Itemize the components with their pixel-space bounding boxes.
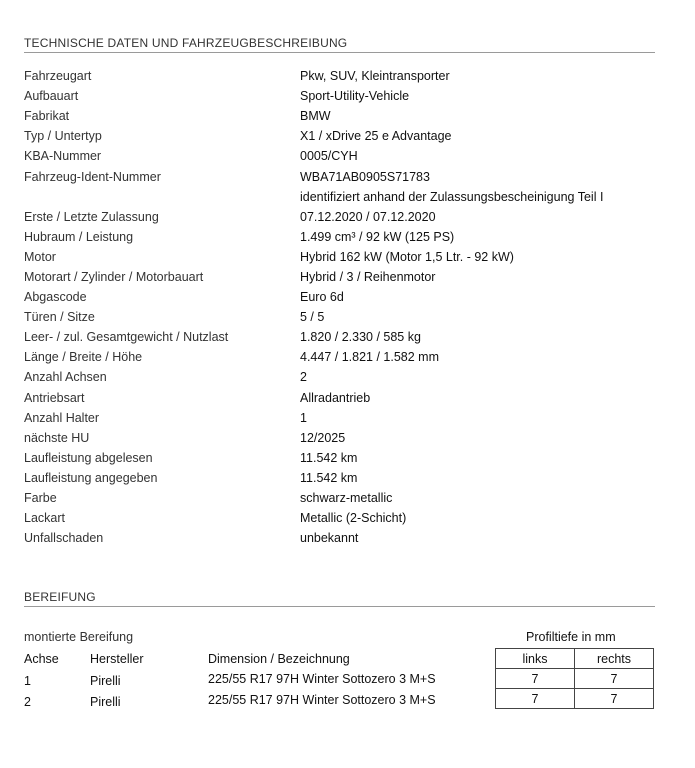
spec-value: Hybrid / 3 / Reihenmotor [300,269,436,284]
spec-value: 0005/CYH [300,149,358,164]
dimension-column-header: Dimension / Bezeichnung [208,652,350,666]
spec-value: schwarz-metallic [300,491,393,506]
spec-row [24,227,664,247]
spec-label: Anzahl Achsen [24,370,107,385]
spec-row [24,488,664,508]
spec-label: Türen / Sitze [24,310,95,325]
spec-row [24,126,664,146]
spec-row [24,408,664,428]
spec-label: Erste / Letzte Zulassung [24,209,159,224]
profile-row-1-left: 7 [496,669,575,689]
profile-left-header: links [496,649,575,669]
spec-label: Abgascode [24,290,87,305]
spec-value: 2 [300,370,307,385]
tire-row-2-maker: Pirelli [90,695,121,709]
spec-label: Leer- / zul. Gesamtgewicht / Nutzlast [24,330,229,345]
technical-section-divider [24,52,655,53]
spec-row [24,528,664,548]
profile-depth-table [495,648,654,709]
spec-label: Länge / Breite / Höhe [24,350,143,365]
spec-value: BMW [300,109,331,124]
spec-value: 11.542 km [300,470,358,485]
spec-row [24,106,664,126]
profile-row-1-right: 7 [575,669,654,689]
tire-row-2-dimension: 225/55 R17 97H Winter Sottozero 3 M+S [208,693,436,707]
spec-label: Motor [24,249,56,264]
spec-row [24,388,664,408]
spec-label: Farbe [24,491,57,506]
profile-right-header: rechts [575,649,654,669]
profile-depth-title: Profiltiefe in mm [526,630,616,644]
spec-row [24,166,664,186]
profile-row-2-left: 7 [496,689,575,709]
spec-row [24,66,664,86]
spec-value: WBA71AB0905S71783 [300,169,430,184]
profile-header-row [496,649,654,669]
spec-label: Fahrzeug-Ident-Nummer [24,169,161,184]
spec-value: unbekannt [300,531,359,546]
spec-label: Typ / Untertyp [24,129,102,144]
spec-value: 12/2025 [300,430,346,445]
spec-value: 1.820 / 2.330 / 585 kg [300,330,421,345]
spec-value: Allradantrieb [300,390,371,405]
spec-label: Lackart [24,511,65,526]
spec-row [24,508,664,528]
spec-value: Hybrid 162 kW (Motor 1,5 Ltr. - 92 kW) [300,249,514,264]
spec-value: Pkw, SUV, Kleintransporter [300,69,450,84]
spec-row [24,448,664,468]
spec-row [24,347,664,367]
spec-row [24,187,664,207]
spec-row [24,86,664,106]
spec-label: Unfallschaden [24,531,104,546]
spec-label: Fahrzeugart [24,69,92,84]
profile-row-2-right: 7 [575,689,654,709]
spec-value: 1.499 cm³ / 92 kW (125 PS) [300,229,455,244]
tire-row-1-maker: Pirelli [90,674,121,688]
spec-label: Laufleistung abgelesen [24,450,153,465]
spec-row [24,267,664,287]
technical-section-title: TECHNISCHE DATEN UND FAHRZEUGBESCHREIBUNG [24,36,348,50]
spec-label: Aufbauart [24,89,79,104]
spec-value: Metallic (2-Schicht) [300,511,407,526]
spec-value: Euro 6d [300,290,344,305]
spec-label: Motorart / Zylinder / Motorbauart [24,269,204,284]
spec-row [24,307,664,327]
spec-value: 1 [300,410,307,425]
spec-label: Fabrikat [24,109,70,124]
tire-row-2-axle: 2 [24,695,31,709]
spec-row [24,146,664,166]
axle-column-header: Achse [24,652,59,666]
spec-value: Sport-Utility-Vehicle [300,89,410,104]
spec-label: Anzahl Halter [24,410,100,425]
spec-label: nächste HU [24,430,90,445]
tires-section-divider [24,606,655,607]
spec-value: identifiziert anhand der Zulassungsbescheinigung Teil I [300,189,604,204]
spec-row [24,327,664,347]
spec-row [24,468,664,488]
spec-label: KBA-Nummer [24,149,102,164]
maker-column-header: Hersteller [90,652,144,666]
spec-row [24,428,664,448]
spec-label: Hubraum / Leistung [24,229,134,244]
spec-value: 4.447 / 1.821 / 1.582 mm [300,350,439,365]
technical-data-table [24,66,664,548]
profile-row-2 [496,689,654,709]
tire-row-1-axle: 1 [24,674,31,688]
spec-label: Antriebsart [24,390,85,405]
spec-row [24,287,664,307]
spec-value: 11.542 km [300,450,358,465]
mounted-tires-subtitle: montierte Bereifung [24,630,134,644]
spec-value: X1 / xDrive 25 e Advantage [300,129,452,144]
tire-row-1-dimension: 225/55 R17 97H Winter Sottozero 3 M+S [208,672,436,686]
spec-label: Laufleistung angegeben [24,470,158,485]
spec-row [24,247,664,267]
spec-row [24,367,664,387]
spec-row [24,207,664,227]
profile-row-1 [496,669,654,689]
spec-value: 07.12.2020 / 07.12.2020 [300,209,436,224]
spec-value: 5 / 5 [300,310,325,325]
tires-section-title: BEREIFUNG [24,590,96,604]
